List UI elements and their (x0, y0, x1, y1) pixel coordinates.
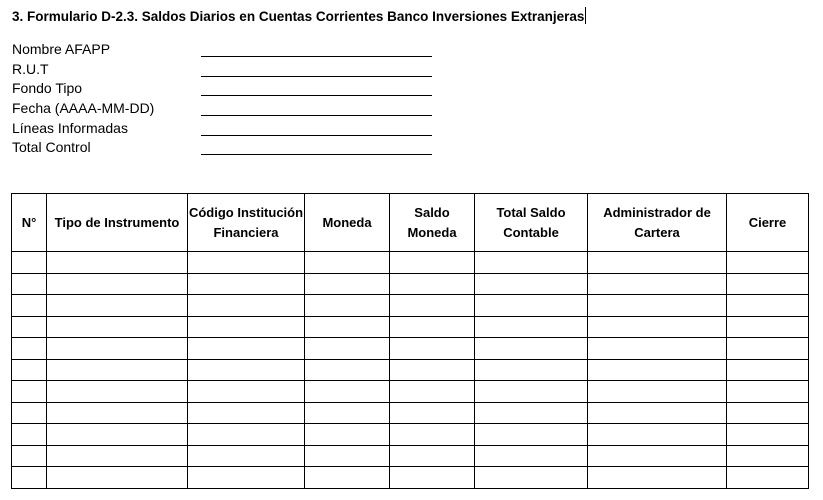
field-blank-line[interactable] (201, 56, 432, 57)
table-row (12, 252, 809, 274)
column-header-n: N° (12, 194, 47, 252)
header-fields (12, 40, 442, 158)
column-header-admin: Administrador de Cartera (588, 194, 727, 252)
table-cell-n[interactable] (12, 445, 47, 467)
form-title (12, 7, 586, 26)
table-cell-codigo[interactable] (188, 295, 305, 317)
column-header-codigo: Código Institución Financiera (188, 194, 305, 252)
table-cell-cierre[interactable] (727, 338, 809, 360)
table-cell-cierre[interactable] (727, 381, 809, 403)
table-cell-moneda[interactable] (305, 402, 390, 424)
table-cell-admin[interactable] (588, 316, 727, 338)
column-header-moneda: Moneda (305, 194, 390, 252)
table-row (12, 295, 809, 317)
table-cell-total[interactable] (475, 295, 588, 317)
field-blank-line[interactable] (201, 135, 432, 136)
table-cell-saldo[interactable] (390, 316, 475, 338)
form-title-text: 3. Formulario D-2.3. Saldos Diarios en Cuentas Corrientes Banco Inversiones Extranjeras (12, 9, 585, 24)
text-cursor (585, 7, 586, 24)
table-cell-saldo[interactable] (390, 359, 475, 381)
table-cell-n[interactable] (12, 467, 47, 489)
field-row (12, 119, 442, 139)
table-cell-saldo[interactable] (390, 273, 475, 295)
table-cell-n[interactable] (12, 252, 47, 274)
table-cell-moneda[interactable] (305, 467, 390, 489)
field-row (12, 60, 442, 80)
table-cell-tipo[interactable] (47, 316, 188, 338)
table-cell-tipo[interactable] (47, 295, 188, 317)
table-cell-admin[interactable] (588, 338, 727, 360)
table-cell-codigo[interactable] (188, 359, 305, 381)
table-cell-admin[interactable] (588, 295, 727, 317)
field-row (12, 79, 442, 99)
table-cell-codigo[interactable] (188, 424, 305, 446)
table-row (12, 424, 809, 446)
table-cell-n[interactable] (12, 381, 47, 403)
table-cell-saldo[interactable] (390, 338, 475, 360)
table-cell-moneda[interactable] (305, 359, 390, 381)
table-cell-saldo[interactable] (390, 424, 475, 446)
table-cell-total[interactable] (475, 359, 588, 381)
table-header-row (12, 194, 809, 252)
field-blank-line[interactable] (201, 154, 432, 155)
table-cell-moneda[interactable] (305, 295, 390, 317)
table-cell-tipo[interactable] (47, 252, 188, 274)
table-cell-codigo[interactable] (188, 273, 305, 295)
table-cell-admin[interactable] (588, 359, 727, 381)
table-cell-codigo[interactable] (188, 381, 305, 403)
table-cell-moneda[interactable] (305, 252, 390, 274)
field-row (12, 40, 442, 60)
table-cell-cierre[interactable] (727, 273, 809, 295)
table-cell-tipo[interactable] (47, 445, 188, 467)
table-cell-tipo[interactable] (47, 338, 188, 360)
table-cell-total[interactable] (475, 252, 588, 274)
table-cell-total[interactable] (475, 467, 588, 489)
table-cell-admin[interactable] (588, 273, 727, 295)
table-cell-saldo[interactable] (390, 252, 475, 274)
table-cell-n[interactable] (12, 359, 47, 381)
table-cell-saldo[interactable] (390, 445, 475, 467)
table-cell-total[interactable] (475, 424, 588, 446)
table-cell-moneda[interactable] (305, 445, 390, 467)
table-cell-cierre[interactable] (727, 445, 809, 467)
table-cell-cierre[interactable] (727, 295, 809, 317)
table-cell-moneda[interactable] (305, 338, 390, 360)
table-row (12, 402, 809, 424)
table-cell-n[interactable] (12, 402, 47, 424)
field-row (12, 99, 442, 119)
table-cell-tipo[interactable] (47, 467, 188, 489)
table-cell-total[interactable] (475, 445, 588, 467)
table-row (12, 467, 809, 489)
table-cell-codigo[interactable] (188, 316, 305, 338)
table-cell-n[interactable] (12, 316, 47, 338)
table-cell-total[interactable] (475, 273, 588, 295)
table-cell-cierre[interactable] (727, 424, 809, 446)
table-cell-cierre[interactable] (727, 402, 809, 424)
table-cell-codigo[interactable] (188, 467, 305, 489)
column-header-tipo: Tipo de Instrumento (47, 194, 188, 252)
column-header-saldo: Saldo Moneda (390, 194, 475, 252)
table-cell-tipo[interactable] (47, 424, 188, 446)
table-cell-saldo[interactable] (390, 381, 475, 403)
table-cell-total[interactable] (475, 316, 588, 338)
table-cell-tipo[interactable] (47, 359, 188, 381)
table-cell-cierre[interactable] (727, 359, 809, 381)
table-row (12, 273, 809, 295)
table-cell-tipo[interactable] (47, 402, 188, 424)
table-cell-moneda[interactable] (305, 273, 390, 295)
table-cell-cierre[interactable] (727, 467, 809, 489)
table-cell-codigo[interactable] (188, 402, 305, 424)
table-cell-saldo[interactable] (390, 402, 475, 424)
table-cell-codigo[interactable] (188, 252, 305, 274)
table-cell-tipo[interactable] (47, 381, 188, 403)
field-row (12, 138, 442, 158)
balances-table (11, 193, 809, 489)
table-cell-n[interactable] (12, 424, 47, 446)
table-cell-cierre[interactable] (727, 252, 809, 274)
field-label: Nombre AFAPP (12, 41, 111, 57)
table-cell-n[interactable] (12, 273, 47, 295)
table-cell-tipo[interactable] (47, 273, 188, 295)
column-header-cierre: Cierre (727, 194, 809, 252)
field-blank-line[interactable] (201, 95, 432, 96)
table-cell-moneda[interactable] (305, 381, 390, 403)
table-cell-admin[interactable] (588, 467, 727, 489)
field-label: Total Control (12, 139, 91, 156)
table-row (12, 338, 809, 360)
table-row (12, 359, 809, 381)
table-cell-moneda[interactable] (305, 316, 390, 338)
table-row (12, 316, 809, 338)
field-blank-line[interactable] (201, 76, 432, 77)
table-cell-admin[interactable] (588, 402, 727, 424)
table-cell-saldo[interactable] (390, 295, 475, 317)
field-label: R.U.T (12, 60, 49, 77)
table-cell-admin[interactable] (588, 445, 727, 467)
table-cell-total[interactable] (475, 381, 588, 403)
field-label: Líneas Informadas (12, 119, 128, 136)
table-cell-total[interactable] (475, 338, 588, 360)
table-row (12, 445, 809, 467)
table-cell-codigo[interactable] (188, 338, 305, 360)
field-label: Fondo Tipo (12, 80, 83, 97)
table-cell-n[interactable] (12, 295, 47, 317)
table-cell-moneda[interactable] (305, 424, 390, 446)
field-label: Fecha (AAAA-MM-DD) (12, 100, 155, 117)
table-cell-total[interactable] (475, 402, 588, 424)
table-cell-n[interactable] (12, 338, 47, 360)
table-cell-saldo[interactable] (390, 467, 475, 489)
table-cell-admin[interactable] (588, 381, 727, 403)
field-blank-line[interactable] (201, 115, 432, 116)
table-cell-codigo[interactable] (188, 445, 305, 467)
table-body (12, 252, 809, 489)
table-cell-admin[interactable] (588, 424, 727, 446)
table-cell-cierre[interactable] (727, 316, 809, 338)
table-row (12, 381, 809, 403)
table-cell-admin[interactable] (588, 252, 727, 274)
column-header-total: Total Saldo Contable (475, 194, 588, 252)
